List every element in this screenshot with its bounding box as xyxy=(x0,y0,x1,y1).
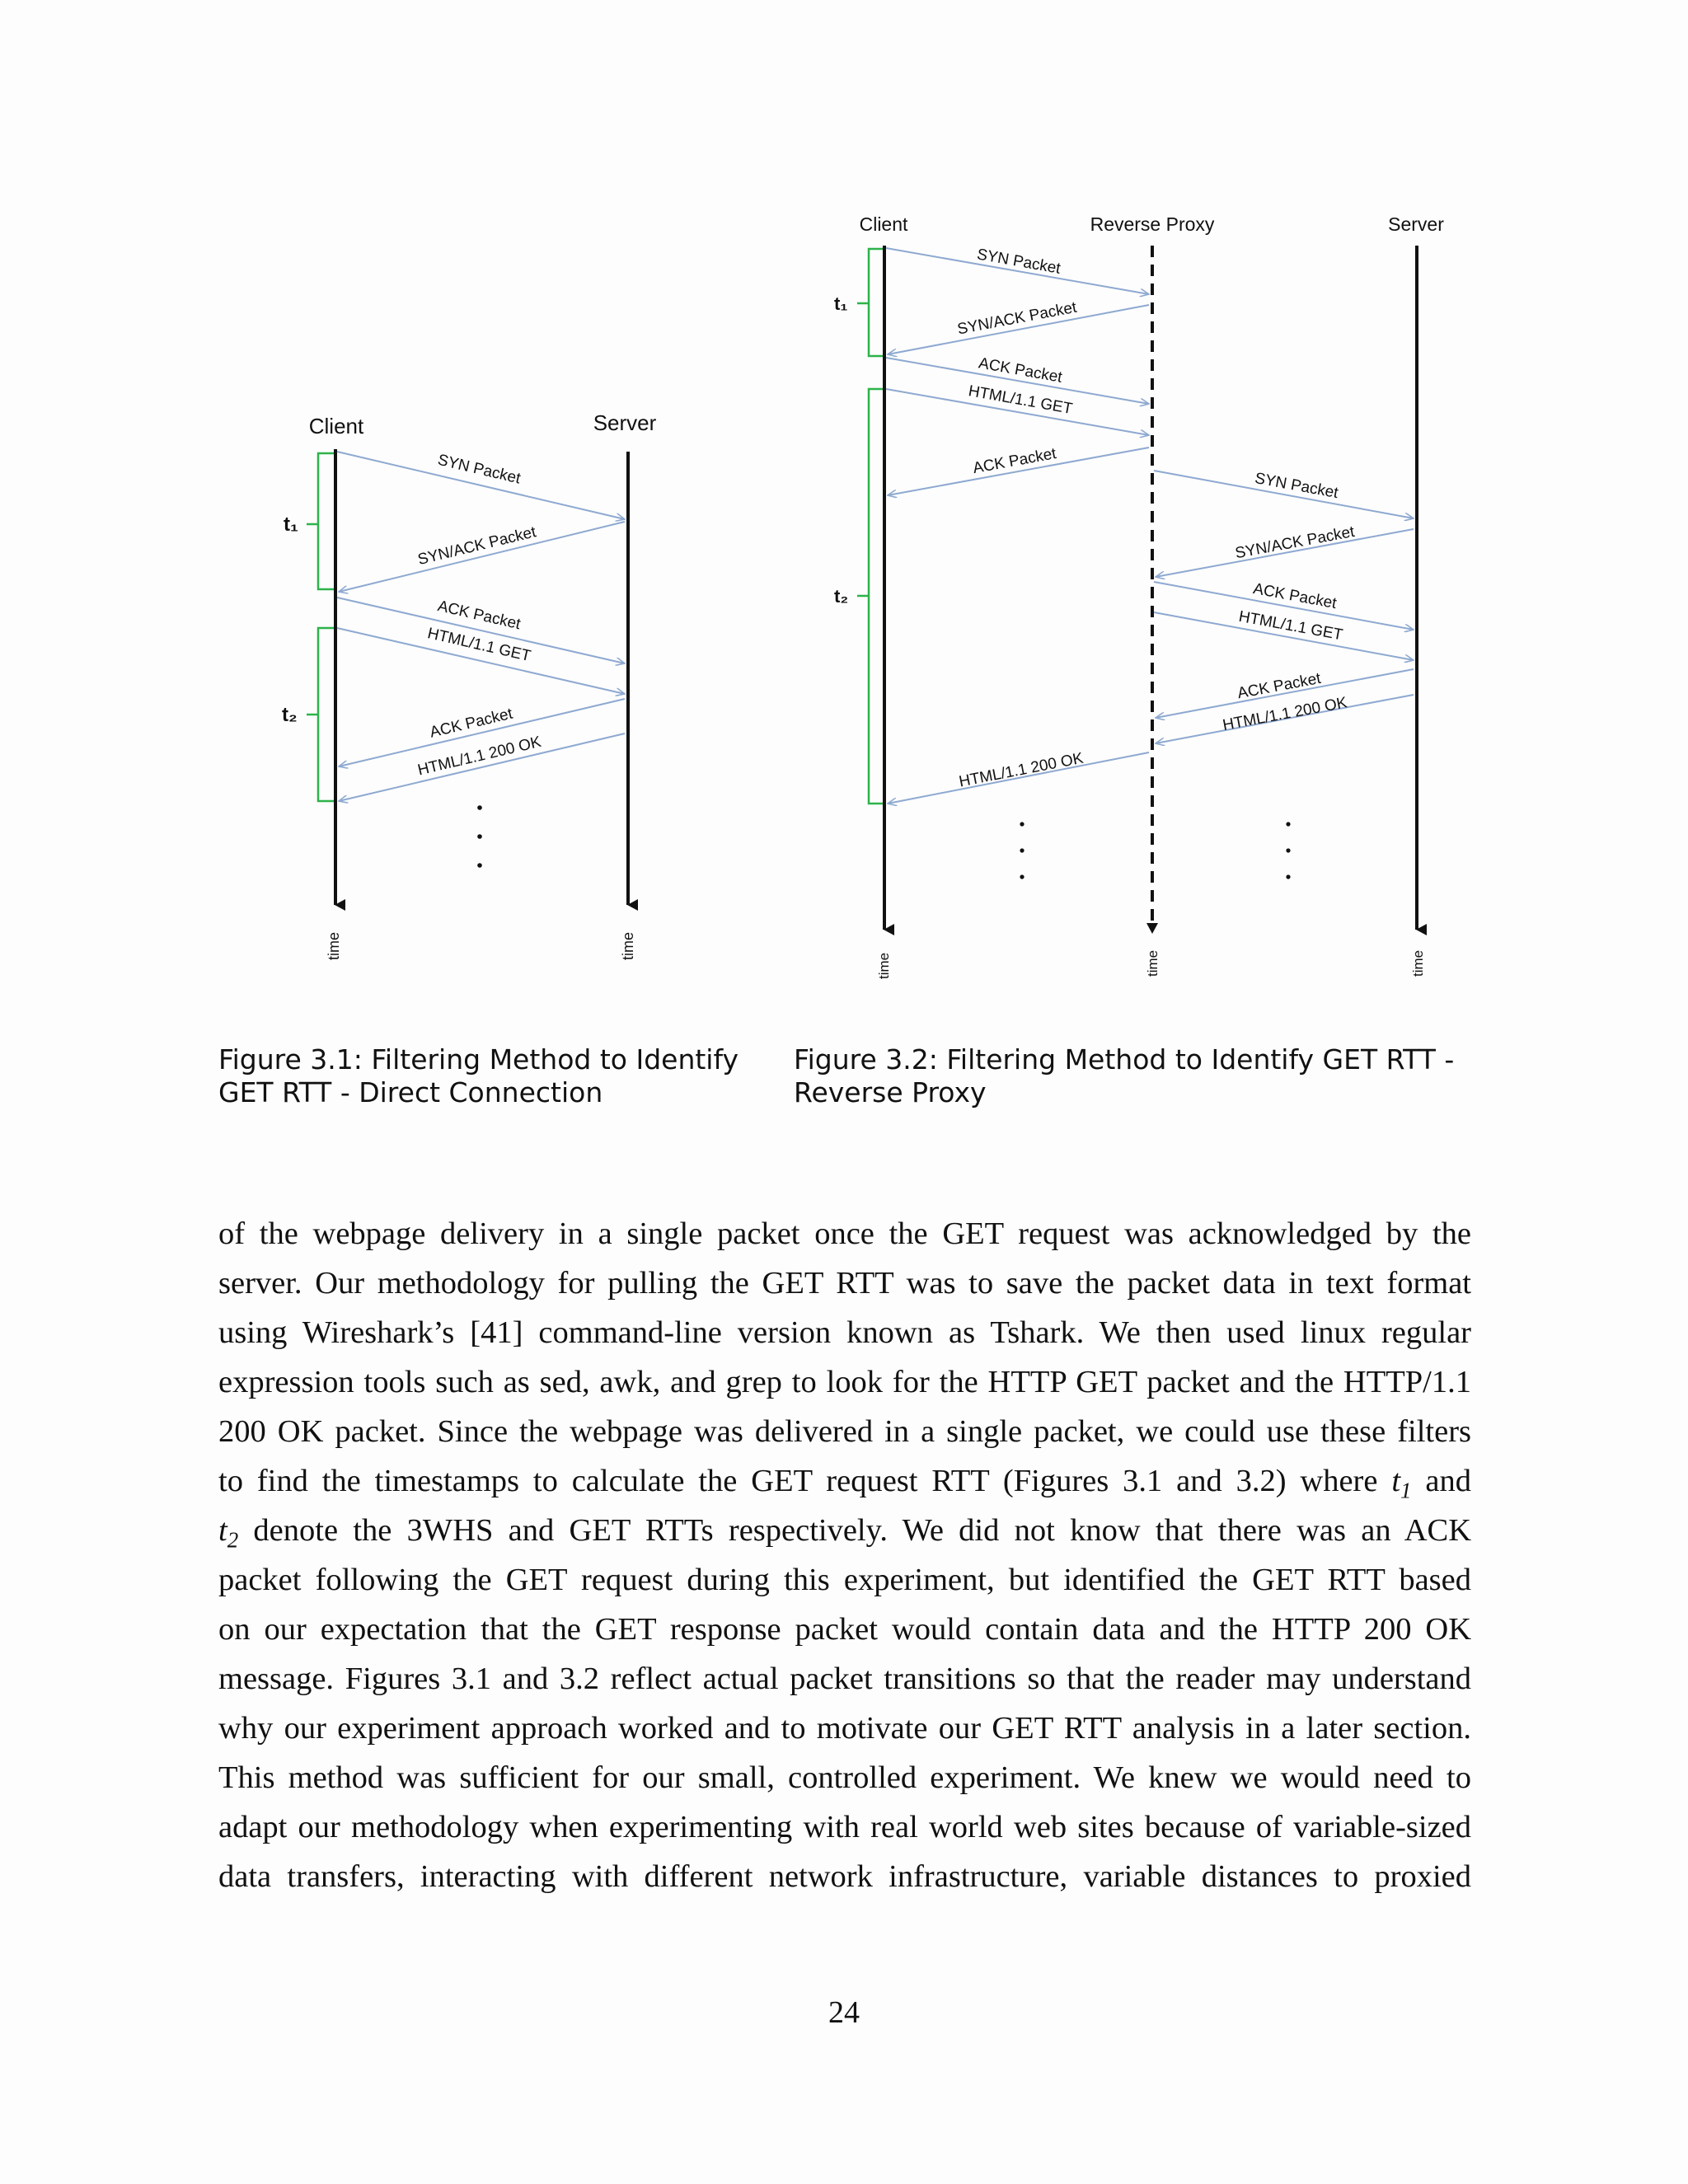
figure-3-1-diagram xyxy=(282,410,657,960)
figure-3-2-caption-line1: Figure 3.2: Filtering Method to Identify GET RTT - xyxy=(794,1043,1455,1076)
body-line: packet following the GET request during this experiment, but identified the GET RTT based xyxy=(218,1563,1471,1597)
fig2-msg-syn-cp: SYN Packet xyxy=(975,246,1062,278)
fig2-msg-ack-ps: ACK Packet xyxy=(1251,580,1339,613)
fig1-msg-ack2: ACK Packet xyxy=(428,705,514,742)
body-line: why our experiment approach worked and to motivate our GET RTT analysis in a later section. xyxy=(218,1711,1471,1746)
fig1-msg-syn: SYN Packet xyxy=(435,451,523,488)
fig2-msg-syn-ps: SYN Packet xyxy=(1253,470,1340,503)
body-line: on our expectation that the GET response packet would contain data and the HTTP 200 OK xyxy=(218,1612,1471,1647)
body-line: 200 OK packet. Since the webpage was delivered in a single packet, we could use these filters xyxy=(218,1414,1471,1449)
fig2-msg-200ok-ps: HTML/1.1 200 OK xyxy=(1221,694,1349,734)
figure-3-2-diagram xyxy=(834,213,1444,979)
page-number: 24 xyxy=(828,1995,860,2030)
fig2-msg-synack-ps: SYN/ACK Packet xyxy=(1233,523,1357,563)
fig1-arrow-200ok xyxy=(339,733,625,801)
body-line: adapt our methodology when experimenting with real world web sites because of variable-sized xyxy=(218,1810,1471,1844)
fig2-client-label: Client xyxy=(859,213,908,235)
fig1-t1-label: t₁ xyxy=(284,513,298,536)
fig2-proxy-label: Reverse Proxy xyxy=(1090,213,1215,235)
fig1-t1-bracket xyxy=(318,453,334,589)
figure-3-1-caption xyxy=(218,1043,738,1109)
body-line: to find the timestamps to calculate the GET request RTT (Figures 3.1 and 3.2) where $t_1$ and xyxy=(218,1464,1471,1503)
fig1-client-time-label: time xyxy=(326,931,342,960)
figure-3-2-caption xyxy=(794,1043,1454,1109)
fig1-ellipsis xyxy=(477,805,482,868)
fig2-msg-200ok-cp: HTML/1.1 200 OK xyxy=(957,749,1085,791)
fig2-t1-label: t₁ xyxy=(834,293,848,314)
fig1-server-time-label: time xyxy=(620,931,636,960)
figure-3-1-caption-line1: Figure 3.1: Filtering Method to Identify xyxy=(218,1043,739,1076)
fig1-t2-label: t₂ xyxy=(282,704,298,726)
fig2-msg-ack-cp: ACK Packet xyxy=(977,354,1064,387)
fig2-proxy-time-label: time xyxy=(1145,949,1160,977)
fig1-msg-get: HTML/1.1 GET xyxy=(425,625,532,666)
body-line: using Wireshark’s [41] command-line version known as Tshark. We then used linux regular xyxy=(218,1315,1471,1350)
body-line: server. Our methodology for pulling the GET RTT was to save the packet data in text format xyxy=(218,1266,1471,1301)
fig2-msg-synack-cp: SYN/ACK Packet xyxy=(955,298,1079,339)
body-line: message. Figures 3.1 and 3.2 reflect actual packet transitions so that the reader may understand xyxy=(218,1661,1471,1696)
fig1-server-label: Server xyxy=(593,410,657,435)
fig2-t1-bracket xyxy=(869,249,883,356)
body-line: data transfers, interacting with different network infrastructure, variable distances to proxied xyxy=(218,1859,1471,1894)
body-line: This method was sufficient for our small, controlled experiment. We knew we would need to xyxy=(218,1760,1471,1795)
fig2-client-time-label: time xyxy=(876,952,892,979)
fig2-msg-get-ps: HTML/1.1 GET xyxy=(1237,607,1344,644)
fig1-client-label: Client xyxy=(308,414,364,438)
body-line: $t_2$ denote the 3WHS and GET RTTs respectively. We did not know that there was an ACK xyxy=(218,1513,1471,1553)
fig2-t2-bracket xyxy=(869,389,883,804)
fig2-ellipsis-left xyxy=(1020,822,1024,879)
fig2-t2-label: t₂ xyxy=(834,586,849,607)
fig2-server-time-label: time xyxy=(1410,949,1426,977)
figure-3-1-caption-line2: GET RTT - Direct Connection xyxy=(218,1076,603,1108)
math-variable: $t_1$ xyxy=(1391,1464,1412,1503)
math-variable: $t_2$ xyxy=(218,1513,239,1553)
fig2-msg-ack2-ps: ACK Packet xyxy=(1236,669,1323,703)
figure-3-2-caption-line2: Reverse Proxy xyxy=(794,1076,987,1108)
fig1-msg-ack: ACK Packet xyxy=(435,597,523,634)
fig1-msg-200ok: HTML/1.1 200 OK xyxy=(415,733,543,780)
fig1-msg-synack: SYN/ACK Packet xyxy=(415,523,538,569)
fig2-msg-ack2-cp: ACK Packet xyxy=(971,445,1058,478)
fig2-ellipsis-right xyxy=(1286,822,1290,879)
body-line: expression tools such as sed, awk, and grep to look for the HTTP GET packet and the HTTP/1.1 xyxy=(218,1365,1471,1399)
fig1-arrow-synack xyxy=(339,522,625,592)
body-line: of the webpage delivery in a single packet once the GET request was acknowledged by the xyxy=(218,1216,1471,1251)
body-paragraph xyxy=(218,1209,1471,1901)
figures-svg xyxy=(0,0,1688,1030)
fig2-server-label: Server xyxy=(1388,213,1444,235)
fig2-msg-get-cp: HTML/1.1 GET xyxy=(967,382,1074,419)
fig1-t2-bracket xyxy=(318,628,334,801)
